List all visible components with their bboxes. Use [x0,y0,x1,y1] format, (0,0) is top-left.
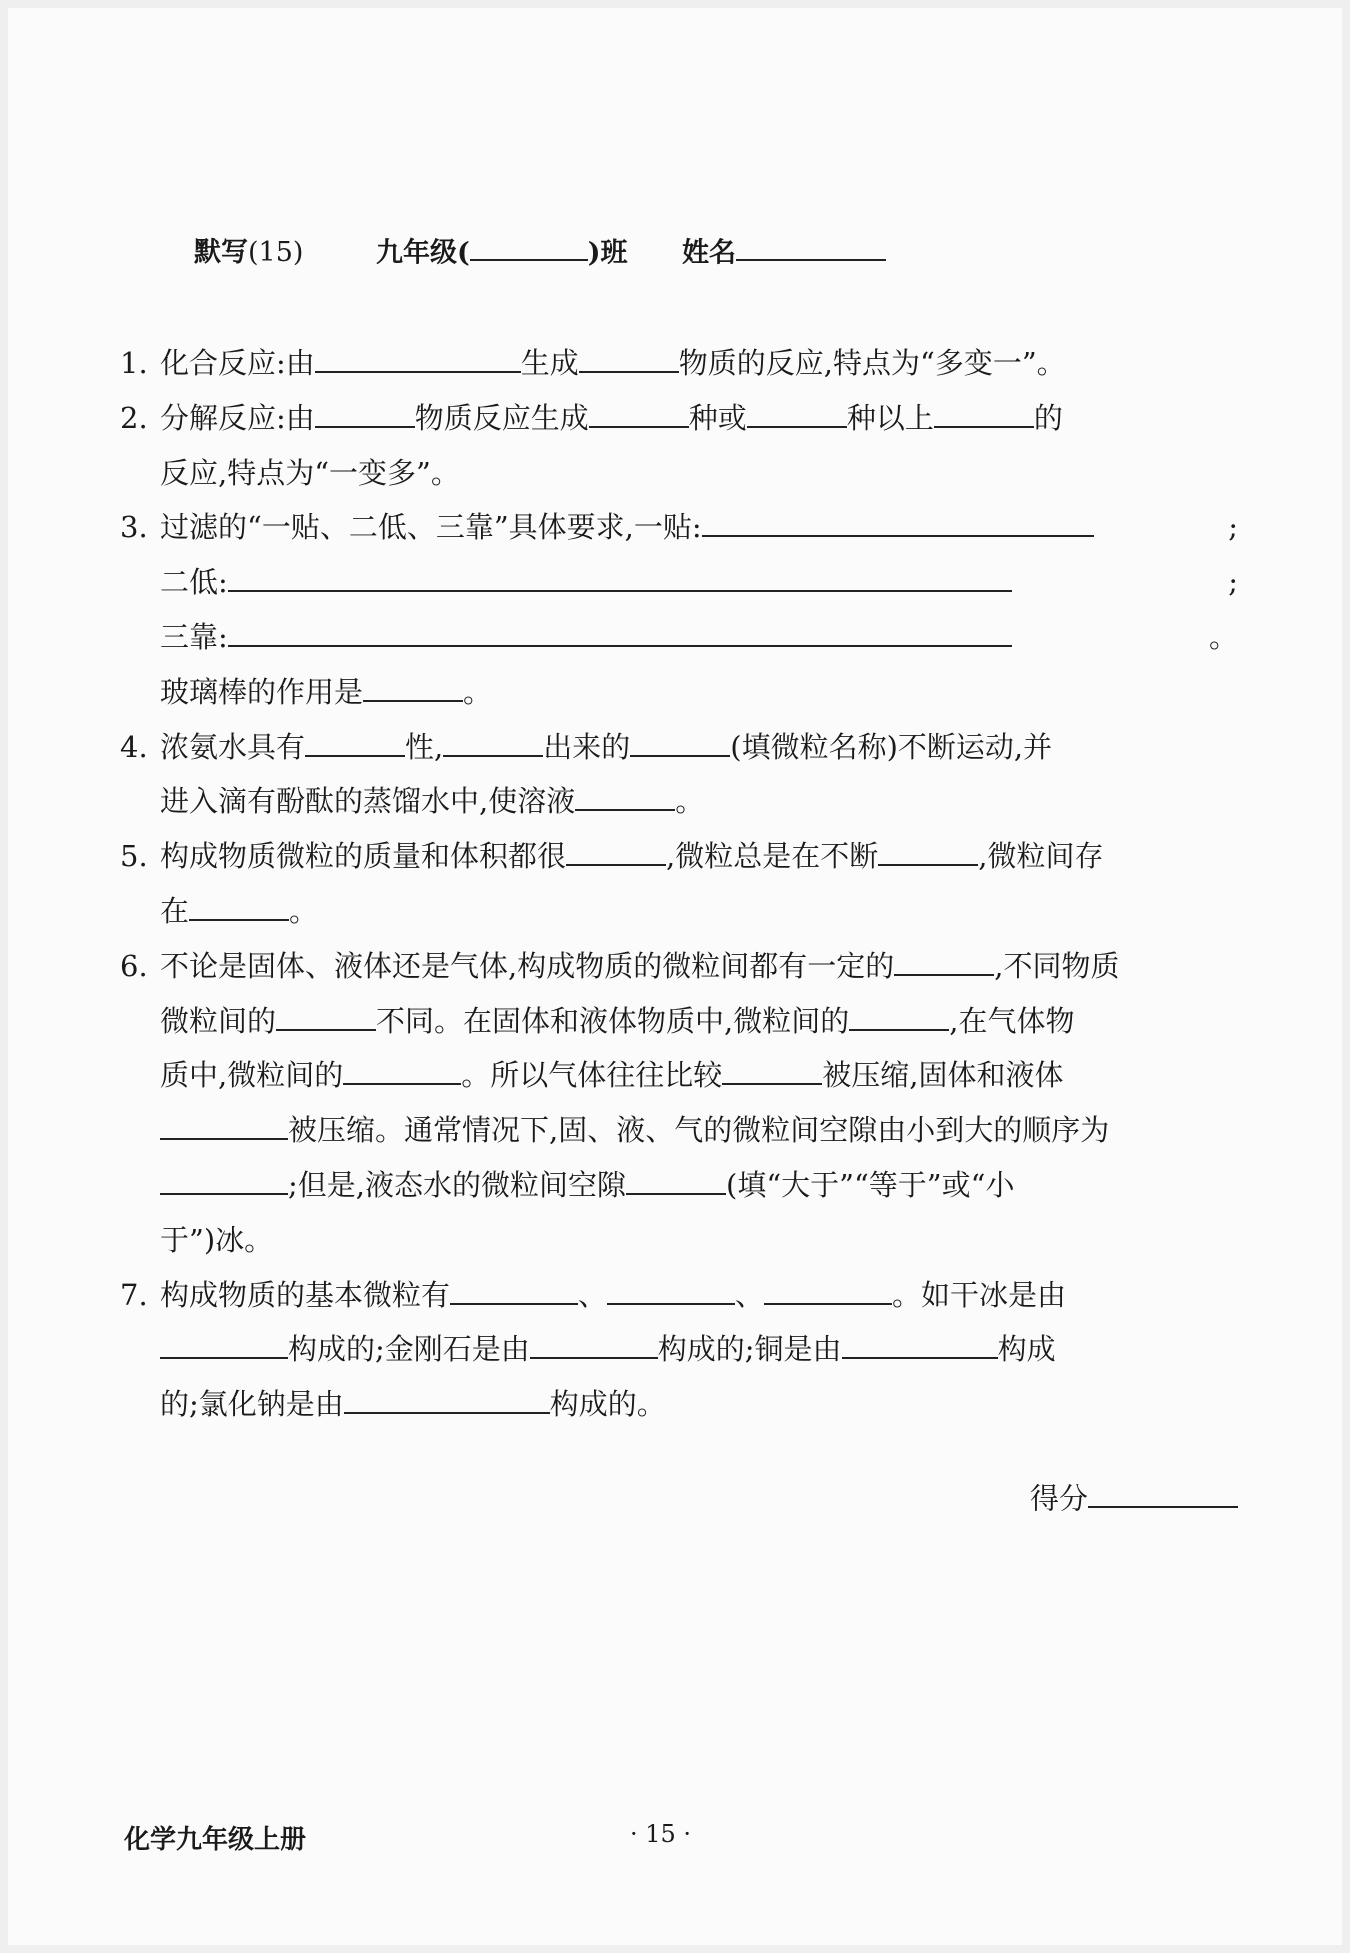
worksheet-number: (15) [248,237,304,268]
question-number: 5. [120,839,148,874]
answer-blank[interactable] [702,505,1094,537]
answer-blank[interactable] [228,560,1012,592]
question-3-lean: 三靠: 。 [120,610,1238,665]
score-label: 得分 [1029,1481,1088,1516]
question-number: 2. [120,400,148,435]
question-6-line3: 质中,微粒间的 。所以气体往往比较 被压缩,固体和液体 [120,1048,1238,1103]
question-7: 7. 构成物质的基本微粒有 、 、 。如干冰是由 [120,1268,1238,1323]
answer-blank[interactable] [160,1327,288,1359]
answer-blank[interactable] [276,998,376,1030]
question-6-line6: 于”)冰。 [160,1222,274,1257]
answer-blank[interactable] [530,1327,658,1359]
question-6-line2: 微粒间的 不同。在固体和液体物质中,微粒间的 ,在气体物 [120,994,1238,1049]
worksheet-page [8,8,1342,1945]
answer-blank[interactable] [579,341,679,373]
question-5: 5. 构成物质微粒的质量和体积都很 ,微粒总是在不断 ,微粒间存 [120,829,1238,884]
answer-blank[interactable] [842,1327,998,1359]
question-5-cont: 在 。 [120,884,1238,939]
answer-blank[interactable] [722,1053,822,1085]
book-title: 化学九年级上册 [124,1825,307,1855]
answer-blank[interactable] [228,615,1012,647]
question-4-cont: 进入滴有酚酞的蒸馏水中,使溶液 。 [120,774,1238,829]
question-number: 6. [120,948,148,983]
question-6: 6. 不论是固体、液体还是气体,构成物质的微粒间都有一定的 ,不同物质 [120,939,1238,994]
question-number: 3. [120,510,148,545]
name-label: 姓名 [682,237,736,269]
answer-blank[interactable] [607,1272,735,1304]
answer-blank[interactable] [363,669,463,701]
answer-blank[interactable] [894,943,994,975]
answer-blank[interactable] [589,395,689,427]
answer-blank[interactable] [315,341,521,373]
question-3: 3. 过滤的“一贴、二低、三靠”具体要求,一贴: ; [120,500,1238,555]
answer-blank[interactable] [630,724,730,756]
worksheet-title: 默写(15) [194,237,304,268]
answer-blank[interactable] [305,724,405,756]
answer-blank[interactable] [878,834,978,866]
question-number: 4. [120,729,148,764]
name-field [682,231,886,275]
question-2-cont: 反应,特点为“一变多”。 [160,455,460,490]
question-3-low: 二低: ; [120,555,1238,610]
page-number: · 15 · [630,1820,692,1848]
question-7-line2: 构成的;金刚石是由 构成的;铜是由 构成 [120,1322,1238,1377]
answer-blank[interactable] [566,834,666,866]
answer-blank[interactable] [575,779,675,811]
answer-blank[interactable] [450,1272,578,1304]
answer-blank[interactable] [160,1108,288,1140]
score-field [1030,1476,1238,1520]
question-number: 7. [120,1277,148,1312]
answer-blank[interactable] [443,724,543,756]
answer-blank[interactable] [160,1163,288,1195]
question-4: 4. 浓氨水具有 性, 出来的 (填微粒名称)不断运动,并 [120,720,1238,775]
class-field: 九年级( )班 [376,231,628,275]
worksheet-header [8,231,1342,281]
question-7-line3: 的;氯化钠是由 构成的。 [120,1377,1238,1432]
question-3-rod: 玻璃棒的作用是 。 [120,665,1238,720]
question-6-line4: 被压缩。通常情况下,固、液、气的微粒间空隙由小到大的顺序为 [120,1103,1238,1158]
answer-blank[interactable] [315,395,415,427]
question-6-line5: ;但是,液态水的微粒间空隙 (填“大于”“等于”或“小 [120,1158,1238,1213]
answer-blank[interactable] [343,1053,461,1085]
question-list [120,336,1238,1432]
answer-blank[interactable] [764,1272,892,1304]
answer-blank[interactable] [849,998,949,1030]
answer-blank[interactable] [189,889,289,921]
name-blank[interactable] [736,231,886,261]
class-blank[interactable] [470,231,588,261]
answer-blank[interactable] [747,395,847,427]
answer-blank[interactable] [934,395,1034,427]
question-2: 2. 分解反应:由 物质反应生成 种或 种以上 的 [120,391,1238,446]
score-blank[interactable] [1088,1476,1238,1508]
answer-blank[interactable] [344,1382,550,1414]
question-1: 1. 化合反应:由 生成 物质的反应,特点为“多变一”。 [120,336,1238,391]
question-number: 1. [120,346,148,380]
answer-blank[interactable] [626,1163,726,1195]
